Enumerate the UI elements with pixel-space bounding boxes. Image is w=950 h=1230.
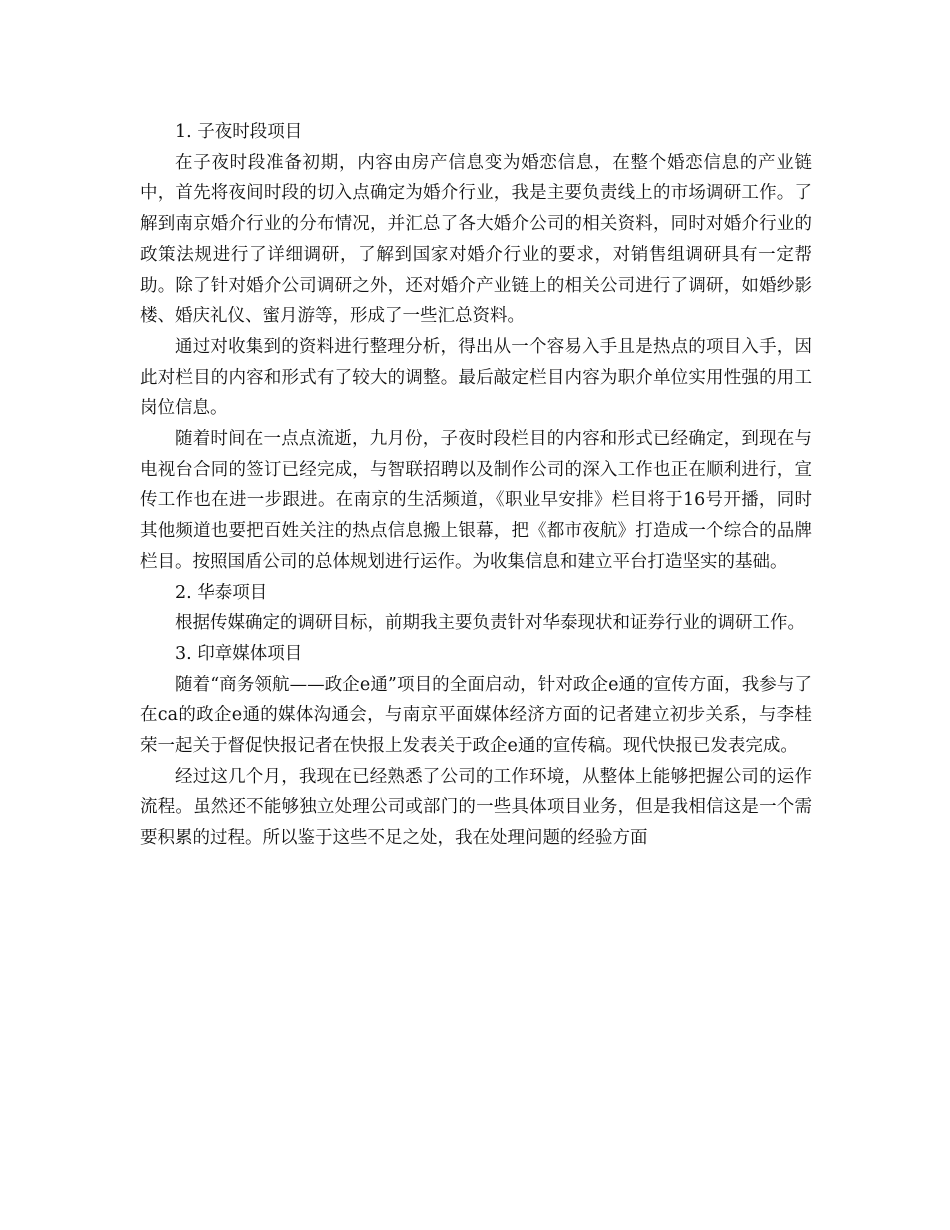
paragraph: 根据传媒确定的调研目标，前期我主要负责针对华泰现状和证券行业的调研工作。: [175, 613, 805, 634]
document-body: [140, 117, 812, 854]
paragraph: 通过对收集到的资料进行整理分析，得出从一个容易入手且是热点的项目入手，因此对栏目的内容和形式有了较大的调整。最后敲定栏目内容为职介单位实用性强的用工岗位信息。: [140, 336, 812, 419]
section-heading-3: 3. 印章媒体项目: [175, 643, 303, 664]
section-heading-2: 2. 华泰项目: [175, 582, 268, 603]
section-heading-1: 1. 子夜时段项目: [175, 122, 303, 142]
paragraph: 经过这几个月，我现在已经熟悉了公司的工作环境，从整体上能够把握公司的运作流程。虽然还不能够独立处理公司或部门的一些具体项目业务，但是我相信这是一个需要积累的过程。所以鉴于这些不足之处，我在处理问题的经验方面: [140, 766, 812, 849]
paragraph: 在子夜时段准备初期，内容由房产信息变为婚恋信息，在整个婚恋信息的产业链中，首先将夜间时段的切入点确定为婚介行业，我是主要负责线上的市场调研工作。了解到南京婚介行业的分布情况，并汇总了各大婚介公司的相关资料，同时对婚介行业的政策法规进行了详细调研，了解到国家对婚介行业的要求，对销售组调研具有一定帮助。除了针对婚介公司调研之外，还对婚介产业链上的相关公司进行了调研，如婚纱影楼、婚庆礼仪、蜜月游等，形成了一些汇总资料。: [140, 152, 812, 327]
paragraph: 随着“商务领航——政企e通”项目的全面启动，针对政企e通的宣传方面，我参与了在ca的政企e通的媒体沟通会，与南京平面媒体经济方面的记者建立初步关系，与李桂荣一起关于督促快报记者在快报上发表关于政企e通的宣传稿。现代快报已发表完成。: [140, 674, 812, 757]
paragraph: 随着时间在一点点流逝，九月份，子夜时段栏目的内容和形式已经确定，到现在与电视台合同的签订已经完成，与智联招聘以及制作公司的深入工作也正在顺利进行，宣传工作也在进一步跟进。在南京的生活频道，《职业早安排》栏目将于16号开播，同时其他频道也要把百姓关注的热点信息搬上银幕，把《都市夜航》打造成一个综合的品牌栏目。按照国盾公司的总体规划进行运作。为收集信息和建立平台打造坚实的基础。: [140, 429, 812, 572]
